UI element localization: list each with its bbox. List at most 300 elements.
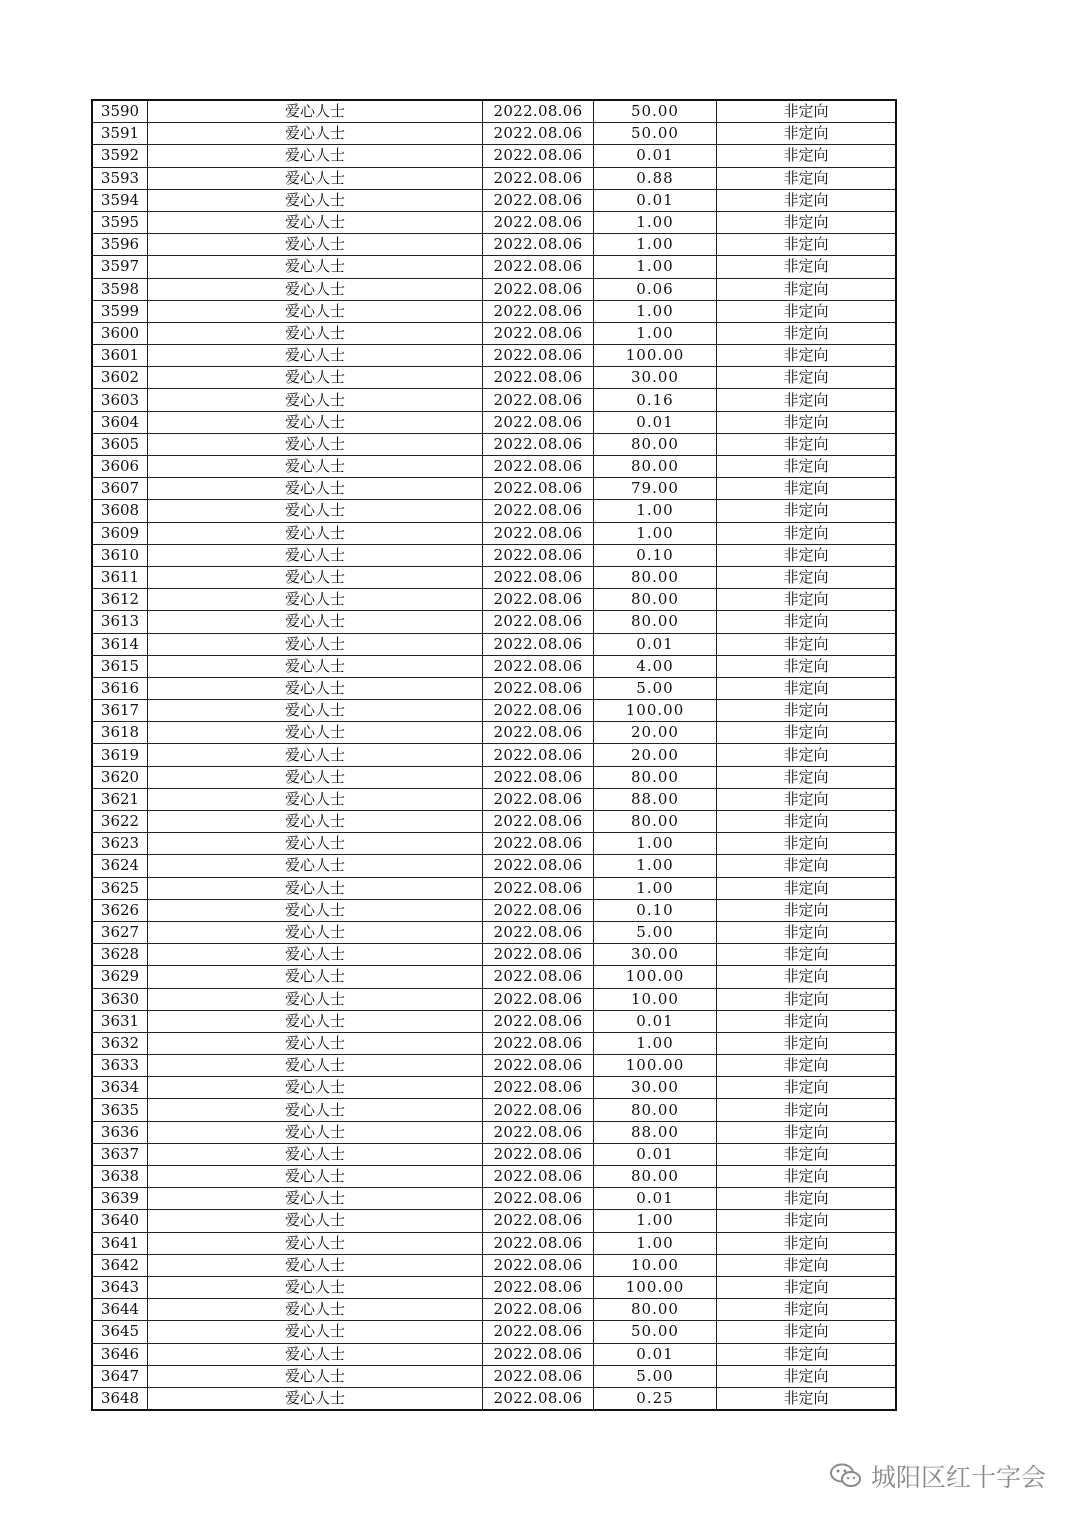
- donation-type-cell: 非定向: [717, 1276, 897, 1298]
- donation-type-cell: 非定向: [717, 300, 897, 322]
- donation-number-cell: 3591: [92, 123, 148, 145]
- table-row: [92, 1254, 896, 1276]
- donor-name-cell: 爱心人士: [148, 211, 483, 233]
- table-row: [92, 145, 896, 167]
- donation-amount-cell: 100.00: [594, 1276, 717, 1298]
- donation-date-cell: 2022.08.06: [483, 966, 594, 988]
- table-row: [92, 367, 896, 389]
- donation-type-cell: 非定向: [717, 100, 897, 123]
- donation-date-cell: 2022.08.06: [483, 256, 594, 278]
- donation-number-cell: 3597: [92, 256, 148, 278]
- donation-number-cell: 3590: [92, 100, 148, 123]
- donation-date-cell: 2022.08.06: [483, 855, 594, 877]
- donation-amount-cell: 1.00: [594, 211, 717, 233]
- donation-amount-cell: 10.00: [594, 1254, 717, 1276]
- donation-amount-cell: 1.00: [594, 322, 717, 344]
- donation-amount-cell: 1.00: [594, 833, 717, 855]
- donation-date-cell: 2022.08.06: [483, 345, 594, 367]
- donation-number-cell: 3648: [92, 1387, 148, 1410]
- donation-type-cell: 非定向: [717, 766, 897, 788]
- donation-amount-cell: 5.00: [594, 1365, 717, 1387]
- donation-amount-cell: 0.25: [594, 1387, 717, 1410]
- donation-date-cell: 2022.08.06: [483, 433, 594, 455]
- donation-type-cell: 非定向: [717, 966, 897, 988]
- donation-number-cell: 3592: [92, 145, 148, 167]
- donation-number-cell: 3602: [92, 367, 148, 389]
- table-row: [92, 966, 896, 988]
- donation-type-cell: 非定向: [717, 1143, 897, 1165]
- table-row: [92, 833, 896, 855]
- donation-type-cell: 非定向: [717, 145, 897, 167]
- donation-date-cell: 2022.08.06: [483, 833, 594, 855]
- donation-amount-cell: 80.00: [594, 566, 717, 588]
- donor-name-cell: 爱心人士: [148, 744, 483, 766]
- donation-date-cell: 2022.08.06: [483, 1143, 594, 1165]
- donor-name-cell: 爱心人士: [148, 944, 483, 966]
- donor-name-cell: 爱心人士: [148, 833, 483, 855]
- table-row: [92, 123, 896, 145]
- table-row: [92, 855, 896, 877]
- table-row: [92, 1299, 896, 1321]
- donation-amount-cell: 1.00: [594, 877, 717, 899]
- donation-date-cell: 2022.08.06: [483, 1387, 594, 1410]
- donation-type-cell: 非定向: [717, 611, 897, 633]
- donation-number-cell: 3600: [92, 322, 148, 344]
- donation-amount-cell: 0.06: [594, 278, 717, 300]
- donation-amount-cell: 80.00: [594, 1166, 717, 1188]
- donation-number-cell: 3634: [92, 1077, 148, 1099]
- donation-date-cell: 2022.08.06: [483, 478, 594, 500]
- donation-ledger: [91, 99, 893, 1411]
- donation-number-cell: 3601: [92, 345, 148, 367]
- donation-amount-cell: 80.00: [594, 611, 717, 633]
- donation-number-cell: 3609: [92, 522, 148, 544]
- table-row: [92, 744, 896, 766]
- table-row: [92, 433, 896, 455]
- donor-name-cell: 爱心人士: [148, 389, 483, 411]
- donation-date-cell: 2022.08.06: [483, 500, 594, 522]
- donor-name-cell: 爱心人士: [148, 1254, 483, 1276]
- donation-number-cell: 3647: [92, 1365, 148, 1387]
- donation-date-cell: 2022.08.06: [483, 589, 594, 611]
- donation-number-cell: 3646: [92, 1343, 148, 1365]
- donation-date-cell: 2022.08.06: [483, 611, 594, 633]
- donor-name-cell: 爱心人士: [148, 655, 483, 677]
- donation-date-cell: 2022.08.06: [483, 544, 594, 566]
- donation-type-cell: 非定向: [717, 411, 897, 433]
- donation-date-cell: 2022.08.06: [483, 1055, 594, 1077]
- donation-date-cell: 2022.08.06: [483, 389, 594, 411]
- donation-type-cell: 非定向: [717, 1188, 897, 1210]
- donation-number-cell: 3622: [92, 811, 148, 833]
- donor-name-cell: 爱心人士: [148, 1143, 483, 1165]
- donor-name-cell: 爱心人士: [148, 1032, 483, 1054]
- donation-date-cell: 2022.08.06: [483, 877, 594, 899]
- donation-amount-cell: 1.00: [594, 256, 717, 278]
- table-row: [92, 766, 896, 788]
- donation-number-cell: 3626: [92, 899, 148, 921]
- table-row: [92, 1321, 896, 1343]
- donation-date-cell: 2022.08.06: [483, 367, 594, 389]
- donation-amount-cell: 88.00: [594, 788, 717, 810]
- donation-date-cell: 2022.08.06: [483, 456, 594, 478]
- donation-amount-cell: 80.00: [594, 766, 717, 788]
- donation-amount-cell: 80.00: [594, 433, 717, 455]
- table-row: [92, 300, 896, 322]
- donor-name-cell: 爱心人士: [148, 1010, 483, 1032]
- donation-amount-cell: 1.00: [594, 522, 717, 544]
- donation-amount-cell: 1.00: [594, 1032, 717, 1054]
- donation-date-cell: 2022.08.06: [483, 566, 594, 588]
- donor-name-cell: 爱心人士: [148, 1299, 483, 1321]
- donation-amount-cell: 100.00: [594, 345, 717, 367]
- donation-type-cell: 非定向: [717, 566, 897, 588]
- donation-table: [91, 99, 897, 1411]
- table-row: [92, 1121, 896, 1143]
- donor-name-cell: 爱心人士: [148, 1099, 483, 1121]
- donation-number-cell: 3605: [92, 433, 148, 455]
- donation-type-cell: 非定向: [717, 744, 897, 766]
- donation-table-body: [92, 100, 896, 1410]
- table-row: [92, 411, 896, 433]
- donation-number-cell: 3632: [92, 1032, 148, 1054]
- donation-number-cell: 3612: [92, 589, 148, 611]
- donation-date-cell: 2022.08.06: [483, 722, 594, 744]
- donor-name-cell: 爱心人士: [148, 1210, 483, 1232]
- donation-amount-cell: 1.00: [594, 855, 717, 877]
- donation-date-cell: 2022.08.06: [483, 234, 594, 256]
- donation-type-cell: 非定向: [717, 234, 897, 256]
- donor-name-cell: 爱心人士: [148, 1055, 483, 1077]
- donation-number-cell: 3624: [92, 855, 148, 877]
- donation-amount-cell: 80.00: [594, 456, 717, 478]
- table-row: [92, 256, 896, 278]
- table-row: [92, 899, 896, 921]
- donation-number-cell: 3619: [92, 744, 148, 766]
- donation-amount-cell: 10.00: [594, 988, 717, 1010]
- donation-number-cell: 3627: [92, 921, 148, 943]
- donation-number-cell: 3625: [92, 877, 148, 899]
- donation-number-cell: 3628: [92, 944, 148, 966]
- donation-type-cell: 非定向: [717, 1099, 897, 1121]
- donation-date-cell: 2022.08.06: [483, 1232, 594, 1254]
- donor-name-cell: 爱心人士: [148, 189, 483, 211]
- donor-name-cell: 爱心人士: [148, 322, 483, 344]
- account-watermark: [829, 1458, 1046, 1494]
- donation-type-cell: 非定向: [717, 1321, 897, 1343]
- table-row: [92, 677, 896, 699]
- donation-type-cell: 非定向: [717, 433, 897, 455]
- table-row: [92, 189, 896, 211]
- donor-name-cell: 爱心人士: [148, 544, 483, 566]
- donation-date-cell: 2022.08.06: [483, 988, 594, 1010]
- donation-amount-cell: 0.01: [594, 1143, 717, 1165]
- donation-date-cell: 2022.08.06: [483, 655, 594, 677]
- donation-amount-cell: 80.00: [594, 811, 717, 833]
- table-row: [92, 500, 896, 522]
- donation-number-cell: 3610: [92, 544, 148, 566]
- donation-type-cell: 非定向: [717, 921, 897, 943]
- donation-date-cell: 2022.08.06: [483, 300, 594, 322]
- donation-amount-cell: 1.00: [594, 234, 717, 256]
- table-row: [92, 456, 896, 478]
- donor-name-cell: 爱心人士: [148, 589, 483, 611]
- donation-amount-cell: 30.00: [594, 1077, 717, 1099]
- donation-amount-cell: 80.00: [594, 589, 717, 611]
- donation-type-cell: 非定向: [717, 189, 897, 211]
- donor-name-cell: 爱心人士: [148, 433, 483, 455]
- table-row: [92, 522, 896, 544]
- donation-number-cell: 3614: [92, 633, 148, 655]
- table-row: [92, 100, 896, 123]
- table-row: [92, 655, 896, 677]
- donation-date-cell: 2022.08.06: [483, 921, 594, 943]
- donation-number-cell: 3637: [92, 1143, 148, 1165]
- donation-date-cell: 2022.08.06: [483, 1276, 594, 1298]
- donor-name-cell: 爱心人士: [148, 811, 483, 833]
- table-row: [92, 1276, 896, 1298]
- table-row: [92, 1343, 896, 1365]
- donation-date-cell: 2022.08.06: [483, 1188, 594, 1210]
- donation-number-cell: 3630: [92, 988, 148, 1010]
- table-row: [92, 1143, 896, 1165]
- donation-number-cell: 3639: [92, 1188, 148, 1210]
- donation-date-cell: 2022.08.06: [483, 1299, 594, 1321]
- donor-name-cell: 爱心人士: [148, 411, 483, 433]
- table-row: [92, 589, 896, 611]
- donor-name-cell: 爱心人士: [148, 256, 483, 278]
- donation-type-cell: 非定向: [717, 278, 897, 300]
- donation-type-cell: 非定向: [717, 167, 897, 189]
- donation-type-cell: 非定向: [717, 367, 897, 389]
- donation-number-cell: 3618: [92, 722, 148, 744]
- donation-amount-cell: 80.00: [594, 1299, 717, 1321]
- donation-amount-cell: 20.00: [594, 722, 717, 744]
- donor-name-cell: 爱心人士: [148, 1276, 483, 1298]
- donation-type-cell: 非定向: [717, 722, 897, 744]
- donation-date-cell: 2022.08.06: [483, 633, 594, 655]
- donation-number-cell: 3603: [92, 389, 148, 411]
- donor-name-cell: 爱心人士: [148, 1077, 483, 1099]
- donation-type-cell: 非定向: [717, 1077, 897, 1099]
- donation-number-cell: 3606: [92, 456, 148, 478]
- donation-type-cell: 非定向: [717, 700, 897, 722]
- donation-amount-cell: 100.00: [594, 1055, 717, 1077]
- donation-date-cell: 2022.08.06: [483, 411, 594, 433]
- donor-name-cell: 爱心人士: [148, 700, 483, 722]
- donor-name-cell: 爱心人士: [148, 1343, 483, 1365]
- donation-date-cell: 2022.08.06: [483, 700, 594, 722]
- donation-date-cell: 2022.08.06: [483, 1343, 594, 1365]
- donor-name-cell: 爱心人士: [148, 1188, 483, 1210]
- donation-type-cell: 非定向: [717, 811, 897, 833]
- table-row: [92, 1232, 896, 1254]
- donation-amount-cell: 100.00: [594, 700, 717, 722]
- donation-type-cell: 非定向: [717, 677, 897, 699]
- donation-number-cell: 3636: [92, 1121, 148, 1143]
- donation-number-cell: 3635: [92, 1099, 148, 1121]
- donation-type-cell: 非定向: [717, 877, 897, 899]
- table-row: [92, 1365, 896, 1387]
- donation-number-cell: 3640: [92, 1210, 148, 1232]
- donor-name-cell: 爱心人士: [148, 123, 483, 145]
- donation-date-cell: 2022.08.06: [483, 1077, 594, 1099]
- donation-date-cell: 2022.08.06: [483, 278, 594, 300]
- donation-type-cell: 非定向: [717, 788, 897, 810]
- donation-type-cell: 非定向: [717, 589, 897, 611]
- donation-type-cell: 非定向: [717, 833, 897, 855]
- table-row: [92, 167, 896, 189]
- donor-name-cell: 爱心人士: [148, 766, 483, 788]
- donation-type-cell: 非定向: [717, 1010, 897, 1032]
- table-row: [92, 1077, 896, 1099]
- donation-number-cell: 3593: [92, 167, 148, 189]
- donation-type-cell: 非定向: [717, 988, 897, 1010]
- donation-type-cell: 非定向: [717, 1121, 897, 1143]
- donation-type-cell: 非定向: [717, 1254, 897, 1276]
- donor-name-cell: 爱心人士: [148, 500, 483, 522]
- table-row: [92, 921, 896, 943]
- donor-name-cell: 爱心人士: [148, 1387, 483, 1410]
- table-row: [92, 278, 896, 300]
- table-row: [92, 788, 896, 810]
- donor-name-cell: 爱心人士: [148, 478, 483, 500]
- table-row: [92, 944, 896, 966]
- donor-name-cell: 爱心人士: [148, 456, 483, 478]
- donation-type-cell: 非定向: [717, 389, 897, 411]
- donor-name-cell: 爱心人士: [148, 788, 483, 810]
- donor-name-cell: 爱心人士: [148, 1166, 483, 1188]
- donation-number-cell: 3642: [92, 1254, 148, 1276]
- donation-type-cell: 非定向: [717, 633, 897, 655]
- donation-number-cell: 3608: [92, 500, 148, 522]
- table-row: [92, 700, 896, 722]
- donation-date-cell: 2022.08.06: [483, 211, 594, 233]
- donation-date-cell: 2022.08.06: [483, 744, 594, 766]
- donation-date-cell: 2022.08.06: [483, 322, 594, 344]
- donation-date-cell: 2022.08.06: [483, 100, 594, 123]
- donor-name-cell: 爱心人士: [148, 855, 483, 877]
- donation-number-cell: 3594: [92, 189, 148, 211]
- table-row: [92, 478, 896, 500]
- donation-amount-cell: 30.00: [594, 367, 717, 389]
- table-row: [92, 1055, 896, 1077]
- donation-number-cell: 3617: [92, 700, 148, 722]
- table-row: [92, 566, 896, 588]
- watermark-text: 城阳区红十字会: [870, 1463, 1046, 1492]
- donor-name-cell: 爱心人士: [148, 300, 483, 322]
- donation-amount-cell: 0.01: [594, 411, 717, 433]
- donation-type-cell: 非定向: [717, 345, 897, 367]
- donor-name-cell: 爱心人士: [148, 278, 483, 300]
- table-row: [92, 1387, 896, 1410]
- donation-date-cell: 2022.08.06: [483, 1121, 594, 1143]
- table-row: [92, 345, 896, 367]
- donor-name-cell: 爱心人士: [148, 1365, 483, 1387]
- donation-type-cell: 非定向: [717, 256, 897, 278]
- donation-number-cell: 3643: [92, 1276, 148, 1298]
- donation-date-cell: 2022.08.06: [483, 1254, 594, 1276]
- donation-amount-cell: 0.88: [594, 167, 717, 189]
- donation-date-cell: 2022.08.06: [483, 788, 594, 810]
- donor-name-cell: 爱心人士: [148, 566, 483, 588]
- donation-number-cell: 3623: [92, 833, 148, 855]
- donation-amount-cell: 0.01: [594, 1188, 717, 1210]
- donation-date-cell: 2022.08.06: [483, 944, 594, 966]
- donation-amount-cell: 0.10: [594, 899, 717, 921]
- table-row: [92, 211, 896, 233]
- donation-amount-cell: 5.00: [594, 921, 717, 943]
- donation-type-cell: 非定向: [717, 322, 897, 344]
- donation-date-cell: 2022.08.06: [483, 766, 594, 788]
- table-row: [92, 722, 896, 744]
- donation-number-cell: 3644: [92, 1299, 148, 1321]
- donation-date-cell: 2022.08.06: [483, 123, 594, 145]
- donor-name-cell: 爱心人士: [148, 966, 483, 988]
- donor-name-cell: 爱心人士: [148, 145, 483, 167]
- donation-type-cell: 非定向: [717, 1365, 897, 1387]
- donation-type-cell: 非定向: [717, 1166, 897, 1188]
- donation-type-cell: 非定向: [717, 522, 897, 544]
- donation-amount-cell: 50.00: [594, 100, 717, 123]
- donation-date-cell: 2022.08.06: [483, 899, 594, 921]
- donation-amount-cell: 1.00: [594, 1232, 717, 1254]
- donation-amount-cell: 1.00: [594, 500, 717, 522]
- wechat-icon: [829, 1462, 863, 1490]
- donation-type-cell: 非定向: [717, 1232, 897, 1254]
- donation-number-cell: 3631: [92, 1010, 148, 1032]
- donation-amount-cell: 0.10: [594, 544, 717, 566]
- donation-amount-cell: 79.00: [594, 478, 717, 500]
- donation-date-cell: 2022.08.06: [483, 1099, 594, 1121]
- donation-amount-cell: 1.00: [594, 1210, 717, 1232]
- donation-type-cell: 非定向: [717, 478, 897, 500]
- table-row: [92, 322, 896, 344]
- donation-type-cell: 非定向: [717, 944, 897, 966]
- donation-amount-cell: 50.00: [594, 1321, 717, 1343]
- donation-date-cell: 2022.08.06: [483, 1365, 594, 1387]
- donation-type-cell: 非定向: [717, 855, 897, 877]
- donation-type-cell: 非定向: [717, 899, 897, 921]
- table-row: [92, 1032, 896, 1054]
- donation-date-cell: 2022.08.06: [483, 677, 594, 699]
- donor-name-cell: 爱心人士: [148, 522, 483, 544]
- donation-amount-cell: 0.01: [594, 633, 717, 655]
- table-row: [92, 988, 896, 1010]
- table-row: [92, 811, 896, 833]
- donation-date-cell: 2022.08.06: [483, 167, 594, 189]
- donation-amount-cell: 88.00: [594, 1121, 717, 1143]
- donation-date-cell: 2022.08.06: [483, 145, 594, 167]
- donation-number-cell: 3613: [92, 611, 148, 633]
- donor-name-cell: 爱心人士: [148, 877, 483, 899]
- donor-name-cell: 爱心人士: [148, 899, 483, 921]
- donation-amount-cell: 30.00: [594, 944, 717, 966]
- table-row: [92, 877, 896, 899]
- donation-date-cell: 2022.08.06: [483, 1321, 594, 1343]
- donor-name-cell: 爱心人士: [148, 633, 483, 655]
- donor-name-cell: 爱心人士: [148, 345, 483, 367]
- table-row: [92, 1166, 896, 1188]
- table-row: [92, 1210, 896, 1232]
- donation-date-cell: 2022.08.06: [483, 189, 594, 211]
- donor-name-cell: 爱心人士: [148, 1232, 483, 1254]
- table-row: [92, 633, 896, 655]
- table-row: [92, 544, 896, 566]
- donation-amount-cell: 20.00: [594, 744, 717, 766]
- donation-date-cell: 2022.08.06: [483, 1032, 594, 1054]
- donor-name-cell: 爱心人士: [148, 611, 483, 633]
